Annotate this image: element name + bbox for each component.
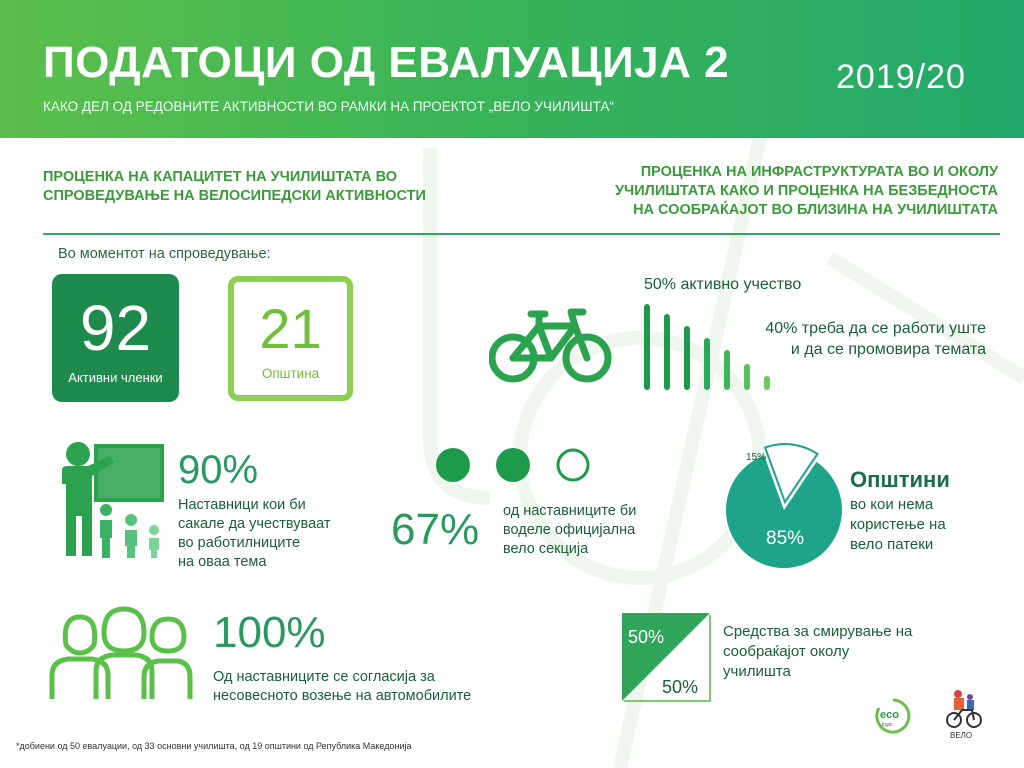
text-line: Наставници кои би <box>178 497 306 513</box>
bike-lanes-text <box>850 495 1000 555</box>
text-line: сакале да учествуваат <box>178 516 331 532</box>
participation-bar <box>664 314 670 390</box>
header-banner <box>0 0 1024 138</box>
people-group-icon <box>48 605 193 700</box>
infrastructure-section-heading <box>558 163 998 220</box>
text-line: и да се промовира темата <box>790 341 986 358</box>
heading-line: УЧИЛИШТАТА КАКО И ПРОЦЕНКА НА БЕЗБЕДНОСТА <box>615 183 998 199</box>
text-line: во работилниците <box>178 535 301 551</box>
reckless-driving-text <box>213 668 483 706</box>
traffic-calming-text <box>723 622 983 682</box>
velo-section-percent: 67% <box>391 505 480 554</box>
section-divider <box>43 233 1000 235</box>
triangle-label-top: 50% <box>628 627 665 647</box>
text-line: вело патеки <box>850 536 934 553</box>
filled-dot <box>436 448 470 482</box>
pie-label-15: 15% <box>746 452 767 463</box>
text-line: 40% треба да се работи уште <box>765 320 986 337</box>
municipalities-label: Општина <box>261 366 320 381</box>
municipalities-title: Општини <box>850 467 950 492</box>
members-value: 92 <box>79 292 152 364</box>
moment-label: Во моментот на спроведување: <box>58 246 271 262</box>
participation-bar <box>764 376 770 390</box>
members-tile <box>52 274 179 402</box>
municipalities-tile <box>228 276 353 401</box>
capacity-section-heading <box>43 168 473 206</box>
page-subtitle: КАКО ДЕЛ ОД РЕДОВНИТЕ АКТИВНОСТИ ВО РАМКИ НА ПРОЕКТОТ „ВЕЛО УЧИЛИШТА“ <box>43 99 614 114</box>
text-line: од наставниците би <box>503 503 637 519</box>
text-line: Од наставниците се согласија за <box>213 669 435 685</box>
text-line: вело секција <box>503 541 589 557</box>
velo-schools-logo <box>944 688 984 744</box>
work-more-text <box>706 318 986 360</box>
traffic-calming-split-square <box>622 613 712 703</box>
participation-bar <box>684 326 690 390</box>
svg-text:logic: logic <box>882 722 893 728</box>
text-line: воделе официјална <box>503 522 636 538</box>
text-line: сообраќајот околу <box>723 643 850 660</box>
text-line: Средства за смирување на <box>723 623 913 640</box>
heading-line: СПРОВЕДУВАЊЕ НА ВЕЛОСИПЕДСКИ АКТИВНОСТИ <box>43 188 426 204</box>
active-participation-text: 50% активно учество <box>644 276 802 293</box>
svg-text:ВЕЛО: ВЕЛО <box>950 731 973 740</box>
reckless-driving-percent: 100% <box>213 608 326 657</box>
triangle-label-bottom: 50% <box>662 677 699 697</box>
workshops-percent: 90% <box>178 448 259 492</box>
text-line: училишта <box>723 663 791 680</box>
members-label: Активни членки <box>68 370 163 385</box>
teacher-presenting-icon <box>48 440 168 560</box>
ecologic-logo <box>871 696 915 736</box>
text-line: во кои нема <box>850 496 934 513</box>
page-title: ПОДАТОЦИ ОД ЕВАЛУАЦИЈА 2 <box>43 38 730 87</box>
heading-line: ПРОЦЕНКА НА ИНФРАСТРУКТУРАТА ВО И ОКОЛУ <box>640 164 998 180</box>
footnote: *добиени од 50 евалуации, од 33 основни училишта, од 19 општини од Република Македонија <box>16 741 412 751</box>
text-line: несовесното возење на автомобилите <box>213 688 472 704</box>
proportion-dots <box>435 447 595 487</box>
text-line: на оваа тема <box>178 554 267 570</box>
participation-bar <box>744 364 750 390</box>
heading-line: НА СООБРАЌАЈОТ ВО БЛИЗИНА НА УЧИЛИШТАТА <box>633 202 998 218</box>
bicycle-icon <box>489 306 613 386</box>
participation-bar <box>644 304 650 390</box>
year-label: 2019/20 <box>836 58 966 96</box>
pie-label-85: 85% <box>766 528 805 549</box>
municipalities-value: 21 <box>259 297 322 360</box>
velo-section-text <box>503 502 673 559</box>
heading-line: ПРОЦЕНКА НА КАПАЦИТЕТ НА УЧИЛИШТАТА ВО <box>43 169 397 185</box>
empty-dot <box>558 450 588 480</box>
text-line: користење на <box>850 516 946 533</box>
workshops-text <box>178 496 348 572</box>
bike-lanes-pie-chart <box>716 440 846 570</box>
svg-text:eco: eco <box>880 709 899 721</box>
filled-dot <box>496 448 530 482</box>
